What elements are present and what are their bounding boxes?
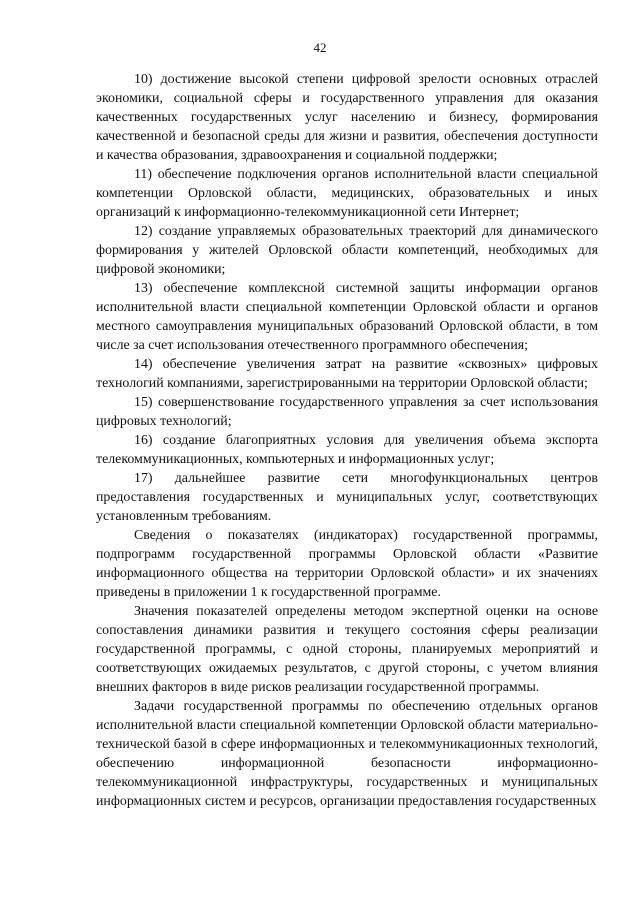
list-item-12: 12) создание управляемых образовательных траекторий для динамического формирования у жителей Орловской области компетенций, необходимых для цифровой экономики;: [96, 224, 598, 277]
list-item-11: 11) обеспечение подключения органов исполнительной власти специальной компетенции Орловской области, медицинских, образовательных и иных организаций к информационно-телекоммуникационной сети Интернет;: [96, 167, 598, 220]
list-item-13: 13) обеспечение комплексной системной защиты информации органов исполнительной власти специальной компетенции Орловской области и органов местного самоуправления муниципальных образований Орловской области, в том числе за счет использования отечественного программного обеспечения;: [96, 281, 598, 353]
page-number: 42: [313, 40, 327, 55]
list-item-10: 10) достижение высокой степени цифровой зрелости основных отраслей экономики, социальной сферы и государственного управления для оказания качественных государственных услуг населению и бизнесу, формирования качественной и безопасной среды для жизни и развития, обеспечения доступности и качества образования, здравоохранения и социальной поддержки;: [96, 72, 598, 163]
paragraph-indicators: Сведения о показателях (индикаторах) государственной программы, подпрограмм государственной программы Орловской области «Развитие информационного общества на территории Орловской области» и их значениях приведены в приложении 1 к государственной программе.: [96, 528, 598, 600]
list-item-17: 17) дальнейшее развитие сети многофункциональных центров предоставления государственных и муниципальных услуг, соответствующих установленным требованиям.: [96, 471, 598, 524]
paragraph-tasks: Задачи государственной программы по обеспечению отдельных органов исполнительной власти специальной компетенции Орловской области материально-технической базой в сфере информационных и телекоммуникационных технологий, обеспечению информационной безопасности информационно-телекоммуникационной инфраструктуры, государственных и муниципальных информационных систем и ресурсов, организации предоставления государственных: [96, 699, 598, 809]
list-item-15: 15) совершенствование государственного управления за счет использования цифровых технологий;: [96, 395, 598, 429]
paragraph-values: Значения показателей определены методом экспертной оценки на основе сопоставления динамики развития и текущего состояния сферы реализации государственной программы, с одной стороны, планируемых мероприятий и соответствующих ожидаемых результатов, с другой стороны, с учетом влияния внешних факторов в виде рисков реализации государственной программы.: [96, 604, 598, 695]
document-body: [96, 70, 598, 811]
list-item-16: 16) создание благоприятных условия для увеличения объема экспорта телекоммуникационных, компьютерных и информационных услуг;: [96, 433, 598, 467]
list-item-14: 14) обеспечение увеличения затрат на развитие «сквозных» цифровых технологий компаниями, зарегистрированными на территории Орловской области;: [96, 357, 598, 391]
